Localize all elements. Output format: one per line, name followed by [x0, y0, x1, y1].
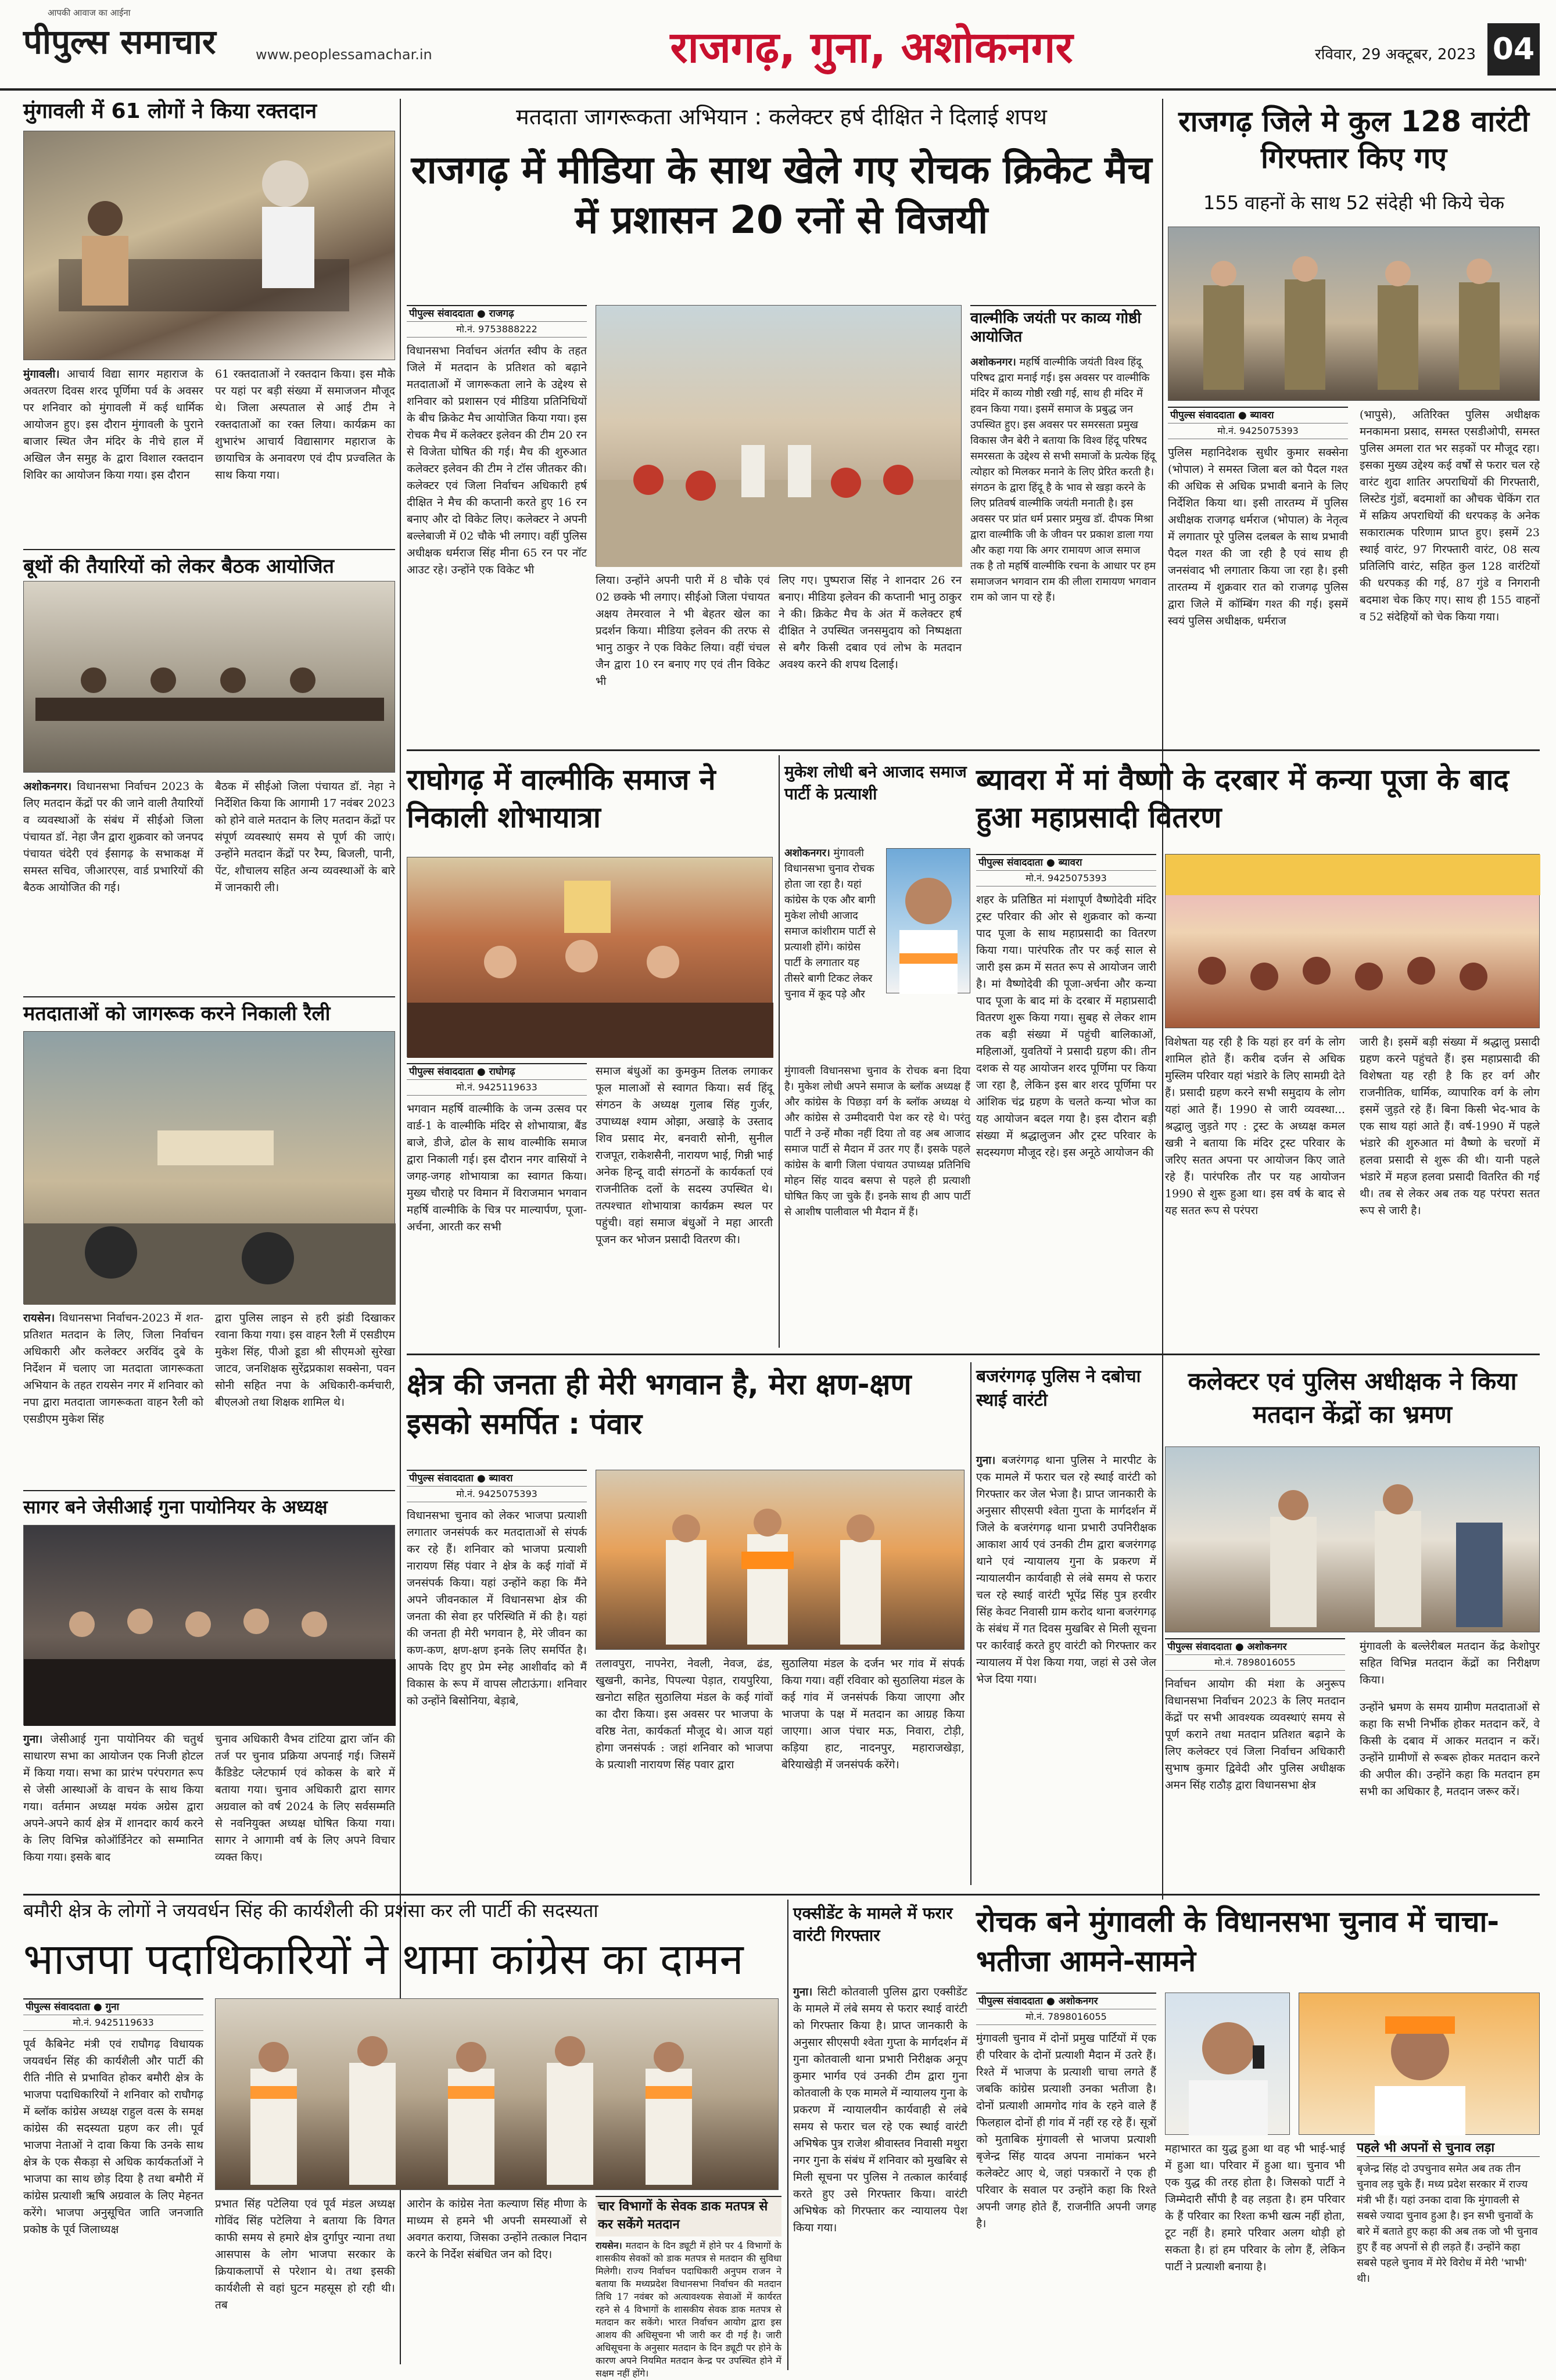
page-number: 04 [1487, 23, 1540, 76]
cricket-oath-scene [596, 306, 962, 567]
photo-mukesh-lodhi [886, 848, 970, 993]
lead-col2: लिया। उन्होंने अपनी पारी में 8 चौके एवं 02 छक्के भी लगाए। सीईओ जिला पंचायत अक्षय तेमरवाल ने भी बेहतर खेल का प्रदर्शन किया। मीडिया इलेवन की तरफ से भानु ठाकुर ने एक विकेट लिया। वहीं चंचल जैन द्वारा 10 रन बनाए गए एवं तीन विकेट भी [596, 574, 770, 688]
post-body: रायसेन। मतदान के दिन ड्यूटी में होने पर 4 विभागों के शासकीय सेवकों को डाक मतपत्र से मतदान की सुविधा मिलेगी। राज्य निर्वाचन पदाधिकारी अनुपम राजन ने बताया कि मध्यप्रदेश विधानसभा निर्वाचन की मतदान तिथि 17 नवंबर को अत्यावश्यक सेवाओं में कार्यरत रहने से 4 विभागों के शासकीय सेवक डाक मतपत्र से मतदान कर सकेंगे। भारत निर्वाचन आयोग द्वारा इस आशय की अधिसूचना भी जारी कर दी गई है। जारी अधिसूचना के अनुसार मतदान के दिन ड्यूटी पर होने के कारण अपने नियमित मतदान केन्द्र पर उपस्थित होने में सक्षम नहीं होंगे। [596, 2240, 781, 2379]
story-raktdan-col1: मुंगावली। आचार्य विद्या सागर महाराज के अवतरण दिवस शरद पूर्णिमा पर्व के अवसर पर शनिवार को मुंगावली में कई धार्मिक आयोजन हुए। इस दौरान मुंगावली के पुराने बाजार स्थित जैन मंदिर के नीचे हाल में अखिल जैन समुह के द्वारा विशाल रक्तदान शिविर का आयोजन किया गया। इस दौरान [23, 368, 203, 482]
chacha-aside-title: पहले भी अपनों से चुनाव लड़ा [1357, 2141, 1540, 2157]
photo-booth-baithak [23, 581, 395, 773]
lead-headline: राजगढ़ में मीडिया के साथ खेले गए रोचक क्रिकेट मैच में प्रशासन 20 रनों से विजयी [411, 148, 1152, 242]
bjp-kicker: बमौरी क्षेत्र के लोगों ने जयवर्धन सिंह की कार्यशैली की प्रशंसा कर ली पार्टी की सदस्यता [23, 1900, 598, 1922]
story-raktdan-col2: 61 रक्तदाताओं ने रक्तदान किया। इस मौके पर यहां पर बड़ी संख्या में समाजजन मौजूद थे। जिला अस्पताल से आई टीम ने रक्तदाताओं का रक्त लिया। कार्यक्रम का शुभारंभ आचार्य विद्यासागर महाराज के छायाचित्र के अनावरण एवं दीप प्रज्वलित के साथ किया गया। [215, 368, 395, 482]
vaishno-col3: जारी है। इसमें बड़ी संख्या में श्रद्धालु प्रसादी ग्रहण करने पहुंचते हैं। इस महाप्रसादी की विशेषता यह रही है कि हर वर्ग और राजनीतिक, धार्मिक, व्यापारिक वर्ग के लोग इसमें जुड़ते रहे हैं। बिना किसी भेद-भाव के एक साथ यहां आते हैं। वर्ष-1990 में पहले भंडारे की शुरुआत मां वैष्णो के चरणों में हलवा प्रसादी से शुरू की थी। यानी पहले भंडारे में महज हलवा प्रसादी वितरित की गई थी। तब से लेकर अब तक यह परंपरा सतत रूप से जारी है। [1360, 1036, 1540, 1217]
lead-kicker: मतदाता जागरूकता अभियान : कलेक्टर हर्ष दीक्षित ने दिलाई शपथ [516, 104, 1047, 130]
candidate-portrait-2 [1299, 1993, 1540, 2135]
collector-side: मुंगावली के बल्लेरीबल मतदान केंद्र केशोपुर सहित विभिन्न मतदान केंद्रों का निरीक्षण किया। [1360, 1640, 1540, 1686]
column-rule-right [1162, 99, 1163, 1900]
photo-jci [23, 1525, 395, 1725]
photo-bhatija [1165, 1993, 1290, 2135]
headline-accident: एक्सीडेंट के मामले में फरार वारंटी गिरफ्तार [793, 1904, 953, 1945]
row-rule-2 [407, 1354, 1540, 1355]
bajrang-rule [970, 1362, 971, 1885]
brand-tagline: आपकी आवाज का आईना [48, 8, 131, 18]
photo-rally [23, 1031, 395, 1304]
headline-jci: सागर बने जेसीआई गुना पायोनियर के अध्यक्ष [23, 1490, 395, 1519]
website: www.peoplessamachar.in [256, 46, 432, 63]
headline-vaishno: ब्यावरा में मां वैष्णो के दरबार में कन्या पूजा के बाद हुआ महाप्रसादी वितरण [976, 763, 1509, 834]
brand-logo: पीपुल्स समाचार [23, 22, 216, 62]
vaishno-col1: शहर के प्रतिष्ठित मां मंशापूर्ण वैष्णोदेवी मंदिर ट्रस्ट परिवार की ओर से शुक्रवार को कन्या पाद पूजा के साथ महाप्रसादी का वितरण किया गया। पारंपरिक तौर पर कई साल से जारी इस क्रम में सतत रूप से आयोजन जारी है। मां वैष्णोदेवी की पूजा-अर्चना और कन्या पाद पूजा के बाद मां के दरबार में महाप्रसादी वितरण शुरू किया गया। सुबह से लेकर शाम तक बड़ी संख्या में पहुंची बालिकाओं, महिलाओं, युवतियों ने प्रसादी ग्रहण की। तीन दशक से यह आयोजन शरद पूर्णिमा पर किया जा रहा है, लेकिन इस बार शरद पूर्णिमा पर आंशिक चंद्र ग्रहण के चलते कन्या भोज का यह आयोजन बदल गया है। इस दौरान बड़ी संख्या में श्रद्धालुजन और ट्रस्ट परिवार के सदस्यगण मौजूद रहे। इस अनूठे आयोजन की [976, 893, 1156, 1159]
photo-cricket-oath [596, 305, 962, 566]
story-booth-col1: अशोकनगर। विधानसभा निर्वाचन 2023 के लिए मतदान केंद्रों पर की जाने वाली तैयारियों व व्यवस्थाओं के संबंध में सीईओ जिला पंचायत डॉ. नेहा जैन द्वारा शुक्रवार को जनपद पंचायत चंदेरी एवं ईसागढ़ के सभाकक्ष में समस्त सचिव, जीआरएस, वार्ड प्रभारियों की बैठक आयोजित की गई। [23, 780, 203, 894]
meeting-hall-scene [24, 581, 396, 773]
chacha-aside-body: बृजेन्द्र सिंह दो उपचुनाव समेत अब तक तीन चुनाव लड़ चुके हैं। मध्य प्रदेश सरकार में राज्य मंत्री भी हैं। यहां उनका दावा कि मुंगावली से सबसे ज्यादा चुनाव हुआ है। इन सभी चुनावों के बारे में बताते हुए कहा की अब तक जो भी चुनाव हुए हैं वह अपनों से ही लड़ते हैं। उन्होंने कहा सबसे पहले चुनाव में मेरे विरोध में मेरी 'भाभी' थी। [1357, 2163, 1538, 2285]
headline-rally: मतदाताओं को जागरूक करने निकाली रैली [23, 996, 395, 1026]
headline-post-ballot: चार विभागों के सेवक डाक मतपत्र से कर सकेंगे मतदान [596, 2196, 781, 2237]
chacha-col2: महाभारत का युद्ध हुआ था वह भी भाई-भाई में हुआ था। परिवार में हुआ था। चुनाव भी एक युद्ध की तरह होता है। जिसको पार्टी ने जिम्मेदारी सौंपी है वह लड़ता है। हम परिवार के हैं परिवार का रिश्ता कभी खत्म नहीं होता, टूट नहीं है। हमारे परिवार अलग थोड़ी हो सकता है। हां हम परिवार के लोग हैं, लेकिन पार्टी ने प्रत्याशी बनाया है। [1165, 2142, 1345, 2273]
panwar-col1: विधानसभा चुनाव को लेकर भाजपा प्रत्याशी लगातार जनसंपर्क कर मतदाताओं से संपर्क कर रहे हैं। शनिवार को भाजपा प्रत्याशी नारायण सिंह पंवार ने क्षेत्र के कई गांवों में जनसंपर्क किया। यहां उन्होंने कहा कि मैंने अपने जीवनकाल में विधानसभा क्षेत्र की जनता की सेवा हर परिस्थिति में की है। यहां की जनता ही मेरी भगवान है, मेरे जीवन का कण-कण, क्षण-क्षण इनके लिए समर्पित है। आपके दिए हुए प्रेम स्नेह आशीर्वाद को मैं विकास के रूप में वापस लौटाऊंगा। शनिवार को उन्होंने बिसोनिया, बेड़ाबे, [407, 1509, 587, 1707]
photo-congress-joining [215, 1998, 779, 2190]
jansampark-scene [596, 1470, 965, 1650]
accident-rule [787, 1900, 788, 2370]
photo-panwar-sampark [596, 1470, 965, 1650]
warrant-col2: (भापुसे), अतिरिक्त पुलिस अधीक्षक मनकामना प्रसाद, समस्त एसडीओपी, समस्त पुलिस अमला रात भर सड़कों पर मौजूद रहा। इसका मुख्य उद्देश्य कई वर्षों से फरार चल रहे वारंट शुदा शातिर अपराधियों की गिरफ्तारी, लिस्टेड गुंडों, बदमाशों का औचक चेकिंग रात में सक्रिय अपराधियों की धरपकड़ के अनेक सकारात्मक परिणाम प्राप्त हुए। इसमें 23 स्थाई वारंट, 97 गिरफ्तारी वारंट, 08 सत्य प्रतिलिपि वारंट, सहित कुल 128 वारंटियों की धरपकड़ की गई, 87 गुंडे व निगरानी बदमाश चेक किए गए। साथ ही 155 वाहनों व 52 संदेहियों को चेक किया गया। [1360, 408, 1540, 623]
headline-raghogarh: राघोगढ़ में वाल्मीकि समाज ने निकाली शोभायात्रा [407, 763, 716, 834]
photo-kanya-bhoj [1165, 854, 1540, 1028]
headline-panwar: क्षेत्र की जनता ही मेरी भगवान है, मेरा क्षण-क्षण इसको समर्पित : पंवार [407, 1367, 912, 1441]
bjp-col1: पूर्व कैबिनेट मंत्री एवं राघौगढ़ विधायक जयवर्धन सिंह की कार्यशैली और पार्टी की रीति नीति से प्रभावित होकर बमौरी क्षेत्र के भाजपा पदाधिकारियों ने शनिवार को राघौगढ़ में ब्लॉक कांग्रेस अध्यक्ष राहुल वत्स के समक्ष कांग्रेस की सदस्यता ग्रहण कर ली। पूर्व भाजपा नेताओं ने दावा किया कि उनके साथ क्षेत्र के एक सैकड़ा से अधिक कार्यकर्ताओं ने भाजपा का साथ छोड़ दिया है तथा बमौरी में कांग्रेस प्रत्याशी ऋषि अग्रवाल के लिए मेहनत करेंगे। भाजपा अनुसूचित जाति जनजाति प्रकोष्ठ के पूर्व जिलाध्यक्ष [23, 2038, 203, 2236]
police-patrol-scene [1168, 227, 1540, 401]
story-booth-col2: बैठक में सीईओ जिला पंचायत डॉ. नेहा ने निर्देशित किया कि आगामी 17 नवंबर 2023 को होने वाले मतदान के लिए मतदान केंद्रों पर संपूर्ण व्यवस्थाएं समय से पूर्ण की जाएं। उन्होंने मतदान केंद्रों पर रैम्प, बिजली, पानी, पेंट, शौचालय सहित अन्य व्यवस्थाओं के बारे में जानकारी ली। [215, 780, 395, 894]
headline-bjp-congress: भाजपा पदाधिकारियों ने थामा कांग्रेस का दामन [23, 1934, 744, 1984]
lead-col1: विधानसभा निर्वाचन अंतर्गत स्वीप के तहत जिले में मतदान के प्रतिशत को बढ़ाने मतदाताओं में जागरूकता लाने के उद्देश्य से शनिवार को प्रशासन एवं मीडिया प्रतिनिधियों के बीच क्रिकेट मैच आयोजित किया गया। इस रोचक मैच में कलेक्टर इलेवन की टीम 20 रन से विजेता घोषित की गई। मैच की शुरुआत कलेक्टर इलेवन की टीम ने टॉस जीतकर की। कलेक्टर एवं जिला निर्वाचन अधिकारी हर्ष दीक्षित ने मैच की कप्तानी करते हुए 16 रन बनाए और दो विकेट लिए। कलेक्टर ने अपनी बल्लेबाजी में 02 चौके भी लगाए। वहीं पुलिस अधीक्षक धर्मराज सिंह मीना 65 रन पर नॉट आउट रहे। उन्होंने एक विकेट भी [407, 344, 587, 576]
collector-col2: उन्होंने भ्रमण के समय ग्रामीण मतदाताओं से कहा कि सभी निर्भीक होकर मतदान करें, वे किसी के दबाव में आकर मतदान न करें। उन्होंने ग्रामीणों से रूबरू होकर मतदान करने की अपील की। उन्होंने कहा कि मतदान हम सभी का अधिकार है, मतदान जरूर करें। [1360, 1701, 1540, 1798]
headline-mukesh: मुकेश लोधी बने आजाद समाज पार्टी के प्रत्याशी [784, 762, 967, 803]
mukesh-rule [779, 755, 780, 1348]
collector-byline: पीपुल्स संवाददाता ● अशोकनगर मो.नं. 7898016055 [1165, 1638, 1345, 1671]
photo-shobhayatra [407, 857, 773, 1057]
row-rule-3 [23, 1894, 1540, 1896]
candidate-portrait [887, 849, 971, 994]
raghogarh-byline: पीपुल्स संवाददाता ● राघोगढ़ मो.नं. 9425119633 [407, 1063, 587, 1096]
story-jci-col1: गुना। जेसीआई गुना पायोनियर की चतुर्थ साधारण सभा का आयोजन एक निजी होटल में किया गया। सभा का प्रारंभ परंपरागत रूप से जेसी आस्थाओं के वाचन के साथ किया गया। वर्तमान अध्यक्ष मयंक अग्रेस द्वारा अपने-अपने कार्य क्षेत्र में शानदार कार्य करने के लिए विभिन्न कोऑर्डिनेटर को सम्मानित किया गया। इसके बाद [23, 1733, 203, 1864]
warrant-col1: पुलिस महानिदेशक सुधीर कुमार सक्सेना (भोपाल) ने समस्त जिला बल को पैदल गश्त की अधिक से अधिक प्रभावी बनाने के लिए निर्देशित किया था। इसी तारतम्य में पुलिस अधीक्षक राजगढ़ धर्मराज (भोपाल) के नेतृत्व में लगातार पूरे पुलिस दलबल के साथ प्रभावी पैदल गश्त की जा रही है एवं साथ ही जनसंवाद भी लगातार किया जा रहा है। इसी तारतम्य में शुक्रवार रात को राजगढ़ पुलिस द्वारा जिले में कॉम्बिंग गश्त की गई। इसमें स्वयं पुलिस अधीक्षक, धर्मराज [1168, 446, 1348, 627]
subhead-warrant-128: 155 वाहनों के साथ 52 संदेही भी किये चेक [1203, 192, 1505, 214]
chacha-byline: पीपुल्स संवाददाता ● अशोकनगर मो.नं. 7898016055 [976, 1993, 1156, 2025]
candidate-portrait-1 [1166, 1993, 1290, 2135]
raghogarh-col1: भगवान महर्षि वाल्मीकि के जन्म उत्सव पर वार्ड-1 के वाल्मीकि मंदिर से शोभायात्रा, बैंड बाजे, डीजे, ढोल के साथ वाल्मीकि समाज द्वारा निकाली गई। इस दौरान नगर वासियों ने जगह-जगह शोभायात्रा का स्वागत किया। मुख्य चौराहे पर विमान में विराजमान भगवान महर्षि वाल्मीकि के चित्र पर माल्यार्पण, पूजा-अर्चना, आरती कर सभी [407, 1103, 587, 1233]
rally-scene [24, 1032, 396, 1305]
vaishno-col2: विशेषता यह रही है कि यहां हर वर्ग के लोग शामिल होते हैं। करीब दर्जन से अधिक मुस्लिम परिवार यहां भंडारे के लिए सामग्री देते हैं। प्रसादी ग्रहण करने सभी समुदाय के लोग यहां आते हैं। 1990 से जारी व्यवस्था... श्रद्धालु जुड़ते गए : ट्रस्ट के अध्यक्ष कमल खत्री ने बताया कि मंदिर ट्रस्ट परिवार के जरिए सतत अपना पर आयोजन किए जाते रहे हैं। पारंपरिक तौर पर यह आयोजन 1990 से शुरू हुआ था। इस वर्ष के बाद से यह सतत रूप से परंपरा [1165, 1036, 1345, 1217]
story-rally-col2: द्वारा पुलिस लाइन से हरी झंडी दिखाकर रवाना किया गया। इस वाहन रैली में एसडीएम मुकेश सिंह, पीओ डूडा श्री सीएमओ सुरेखा जाटव, जनशिक्षक सुरेंद्रप्रकाश सक्सेना, पवन सोनी सहित नपा के अधिकारी-कर्मचारी, बीएलओ तथा शिक्षक शामिल थे। [215, 1312, 395, 1409]
lead-byline: पीपुल्स संवाददाता ● राजगढ़ मो.नं. 9753888222 [407, 305, 587, 338]
booth-inspection-scene [1166, 1447, 1540, 1633]
warrant-byline: पीपुल्स संवाददाता ● ब्यावरा मो.नं. 9425075393 [1168, 407, 1348, 439]
headline-valmiki-kavya: वाल्मीकि जयंती पर काव्य गोष्ठी आयोजित [970, 305, 1156, 346]
panwar-col2: तलावपुरा, नापनेरा, नेवली, नेवज, ढंड, खुखनी, कानेड, पिपल्या पेड़ात, रायपुरिया, खनोटा सहित सुठालिया मंडल के कई गांवों का दौरा किया। इस अवसर पर भाजपा के वरिष्ठ नेता, कार्यकर्ता मौजूद थे। आज यहां होगा जनसंपर्क : जहां शनिवार को भाजपा के प्रत्याशी नारायण सिंह पवार द्वारा [596, 1657, 773, 1771]
bjp-col2: प्रभात सिंह पटेलिया एवं पूर्व मंडल अध्यक्ष गोविंद सिंह पटेलिया ने बताया कि विगत काफी समय से हमारे क्षेत्र दुर्गापुर न्याना तथा आसपास के लोग भाजपा सरकार के क्रियाकलापों से परेशान थे। तथा इसकी कार्यशैली से वहां घुटन महसूस हो रही थी। तब [215, 2198, 395, 2311]
panwar-col3: सुठालिया मंडल के दर्जन भर गांव में संपर्क किया गया। वहीं रविवार को सुठालिया मंडल के कई गांव में जनसंपर्क किया जाएगा और भाजपा के पक्ष में मतदान का आग्रह किया जाएगा। आज पंचार मऊ, निवारा, टोड़ी, कड़िया हाट, नादनपुर, महाराजखेड़ा, बेरियाखेड़ी में जनसंपर्क करेंगे। [781, 1657, 965, 1771]
headline-booth-baithak: बूथों की तैयारियों को लेकर बैठक आयोजित [23, 549, 395, 579]
headline-warrant-128: राजगढ़ जिले मे कुल 128 वारंटी गिरफ्तार किए गए [1178, 105, 1529, 175]
photo-chacha [1299, 1993, 1540, 2135]
section-title: राजगढ़, गुना, अशोकनगर [670, 23, 1073, 73]
jci-group-scene [24, 1525, 396, 1726]
procession-scene [407, 857, 773, 1058]
story-valmiki-kavya: अशोकनगर। महर्षि वाल्मीकि जयंती विश्व हिंदू परिषद द्वारा मनाई गई। इस अवसर पर वाल्मीकि मंदिर में काव्य गोष्ठी रखी गई, साथ ही मंदिर में हवन किया गया। इसमें समाज के प्रबुद्ध जन उपस्थित हुए। इस अवसर पर समरसता प्रमुख विकास जैन बेरी ने बताया कि विश्व हिंदू परिषद समरसता के उद्देश्य से सभी समाजों के प्रत्येक हिंदू त्योहार को मिलकर मनाने के लिए प्रेरित करती है। संगठन के द्वारा हिंदू है के भाव से खड़ा करने के लिए प्रतिवर्ष वाल्मीकि जयंती मनाती है। इस अवसर पर प्रांत धर्म प्रसार प्रमुख डॉ. दीपक मिश्रा द्वारा वाल्मीकि जी के जीवन पर प्रकाश डाला गया और कहा गया कि अगर रामायण आज समाज तक है तो महर्षि वाल्मीकि रचना के आधार पर हम समाजजन भगवान राम की लीला रामायण भगवान राम को जान पा रहे हैं। [970, 356, 1156, 604]
row-rule-1 [407, 749, 1540, 751]
collector-col1: निर्वाचन आयोग की मंशा के अनुरूप विधानसभा निर्वाचन 2023 के लिए मतदान केंद्रों पर सभी आवश्यक व्यवस्थाएं समय से पूर्ण कराने तथा मतदान प्रतिशत बढ़ाने के लिए कलेक्टर एवं जिला निर्वाचन अधिकारी सुभाष कुमार द्विवेदी और पुलिस अधीक्षक अमन सिंह राठौड़ द्वारा विधानसभा क्षेत्र [1165, 1678, 1345, 1792]
photo-raktdan [23, 131, 395, 360]
lead-col3: लिए गए। पुष्पराज सिंह ने शानदार 26 रन बनाए। मीडिया इलेवन की कप्तानी भानु ठाकुर ने की। क्रिकेट मैच के अंत में कलेक्टर हर्ष दीक्षित ने उपस्थित जनसमुदाय को निष्पक्षता से बगैर किसी दबाव एवं लोभ के मतदान अवश्य करने की शपथ दिलाई। [779, 574, 962, 671]
raghogarh-col2: समाज बंधुओं का कुमकुम तिलक लगाकर फूल मालाओं से स्वागत किया। सर्व हिंदू संगठन के अध्यक्ष गुलाब सिंह गुर्जर, उपाध्यक्ष श्याम ओझा, अखाड़े के उस्ताद शिव प्रसाद मेर, बनवारी सोनी, सुनील राजपूत, राकेशसैनी, नारायण भाई, गिन्नी भाई अनेक हिन्दू वादी संगठनों के कार्यकर्ता एवं राजनीतिक दलों के सदस्य उपस्थित थे। तत्पश्चात शोभायात्रा कार्यक्रम स्थल पर पहुंची। वहां समाज बंधुओं ने महा आरती पूजन कर भोजन प्रसादी वितरण की। [596, 1065, 773, 1246]
mukesh-body: मुंगावली विधानसभा चुनाव के रोचक बना दिया है। मुकेश लोधी अपने समाज के ब्लॉक अध्यक्ष हैं और कांग्रेस के पिछड़ा वर्ग के ब्लॉक अध्यक्ष थे और कांग्रेस से उम्मीदवारी पेश कर रहे थे। परंतु पार्टी ने उन्हें मौका नहीं दिया तो वह अब आजाद समाज पार्टी से मैदान में उतर गए हैं। इसके पहले कांग्रेस के बागी जिला पंचायत उपाध्यक्ष प्रतिनिधि मोहन सिंह यादव बसपा से पहले ही प्रत्याशी घोषित किए जा चुके हैं। इनके साथ ही आप पार्टी से आशीष पालीवाल भी मैदान में हैं। [784, 1065, 970, 1218]
bajrang-body: गुना। बजरंगगढ़ थाना पुलिस ने मारपीट के एक मामले में फरार चल रहे स्थाई वारंटी को गिरफ्तार कर जेल भेजा है। प्राप्त जानकारी के अनुसार सीएसपी श्वेता गुप्ता के मार्गदर्शन में जिले के बजरंगगढ़ थाना प्रभारी उपनिरीक्षक आकाश आर्य एवं उनकी टीम द्वारा बजरंगगढ़ थाने एवं न्यायालय गुना के प्रकरण में न्यायालयीन कार्यवाही से लंबे समय से फरार चल रहे स्थाई वारंटी भूपेंद्र सिंह पुत्र हरवीर सिंह केवट निवासी ग्राम करोद थाना बजरंगगढ़ के संबंध में गत दिवस मुखबिर से मिली सूचना पर कार्रवाई करते हुए वारंटी को गिरफ्तार कर न्यायालय में पेश किया गया, जहां से उसे जेल भेज दिया गया। [976, 1454, 1156, 1686]
bjp-col3: आरोन के कांग्रेस नेता कल्याण सिंह मीणा के माध्यम से हमने भी अपनी समस्याओं से अवगत कराया, जिसका उन्होंने तत्काल निदान करने के निर्देश संबंधित जन को दिए। [407, 2198, 587, 2261]
headline-chacha-bhatija: रोचक बने मुंगावली के विधानसभा चुनाव में चाचा-भतीजा आमने-सामने [976, 1905, 1500, 1978]
photo-police-patrol [1168, 227, 1540, 401]
blood-donation-scene [24, 131, 396, 361]
chacha-col1: मुंगावली चुनाव में दोनों प्रमुख पार्टियों में एक ही परिवार के दोनों प्रत्याशी मैदान में उतरे हैं। रिश्ते में भाजपा के प्रत्याशी चाचा लगते हैं जबकि कांग्रेस प्रत्याशी उनका भतीजा है। दोनों प्रत्याशी आमगोद गांव के रहने वाले हैं फिलहाल दोनों ही गांव में नहीं रह रहे हैं। सूत्रों को मुताबिक मुंगावली से भाजपा प्रत्याशी बृजेन्द्र सिंह यादव अपना नामांकन भरने कलेक्टेट आए थे, जहां पत्रकारों ने एक ही परिवार के सवाल पर उन्होंने कहा कि रिश्ते अपनी जगह होते हैं, राजनीति अपनी जगह है। [976, 2032, 1156, 2230]
bjp-byline: पीपुल्स संवाददाता ● गुना मो.नं. 9425119633 [23, 1998, 203, 2031]
joining-ceremony-scene [216, 1999, 779, 2191]
headline-bajrang: बजरंगगढ़ पुलिस ने दबोचा स्थाई वारंटी [976, 1366, 1141, 1410]
kanya-bhoj-scene [1166, 855, 1540, 1029]
mukesh-top-text: अशोकनगर। मुंगावली विधानसभा चुनाव रोचक होता जा रहा है। यहां कांग्रेस के एक और बागी मुकेश लोधी आजाद समाज कांशीराम पार्टी से प्रत्याशी होंगे। कांग्रेस पार्टी के लगातार यह तीसरे बागी टिकट लेकर चुनाव में कूद पड़े और [784, 847, 876, 1000]
photo-collector-visit [1165, 1446, 1540, 1632]
vaishno-byline: पीपुल्स संवाददाता ● ब्यावरा मो.नं. 9425075393 [976, 854, 1156, 886]
headline-collector: कलेक्टर एवं पुलिस अधीक्षक ने किया मतदान केंद्रों का भ्रमण [1188, 1367, 1517, 1428]
issue-date: रविवार, 29 अक्टूबर, 2023 [1315, 46, 1476, 63]
masthead [0, 0, 1556, 91]
story-jci-col2: चुनाव अधिकारी वैभव टांटिया द्वारा जॉन की तर्ज पर चुनाव प्रक्रिया अपनाई गई। जिसमें कैंडिडेट प्लेटफार्म एवं कोकस के बारे में बताया गया। चुनाव अधिकारी द्वारा सागर अग्रवाल को वर्ष 2024 के लिए सर्वसम्मति से नवनियुक्त अध्यक्ष घोषित किया गया। सागर ने आगामी वर्ष के लिए अपने विचार व्यक्त किए। [215, 1733, 395, 1864]
headline-raktdan: मुंगावली में 61 लोगों ने किया रक्तदान [23, 99, 317, 123]
story-rally-col1: रायसेन। विधानसभा निर्वाचन-2023 में शत-प्रतिशत मतदान के लिए, जिला निर्वाचन अधिकारी और कलेक्टर अरविंद दुबे के निर्देशन में चलाए जा मतदाता जागरूकता अभियान के तहत रायसेन नगर में शनिवार को नपा द्वारा मतदाता जागरूकता वाहन रैली को एसडीएम मुकेश सिंह [23, 1312, 203, 1426]
panwar-byline: पीपुल्स संवाददाता ● ब्यावरा मो.नं. 9425075393 [407, 1470, 587, 1502]
accident-body: गुना। सिटी कोतवाली पुलिस द्वारा एक्सीडेंट के मामले में लंबे समय से फरार स्थाई वारंटी को गिरफ्तार किया है। प्राप्त जानकारी के अनुसार सीएसपी श्वेता गुप्ता के मार्गदर्शन में गुना कोतवाली थाना प्रभारी निरीक्षक अनूप कुमार भार्गव एवं उनकी टीम द्वारा गुना कोतवाली के एक मामले में न्यायालय गुना के प्रकरण में न्यायालयीन कार्यवाही से लंबे समय से फरार चल रहे एक स्थाई वारंटी अभिषेक पुत्र राजेश श्रीवास्तव निवासी मथुरा नगर गुना के संबंध में शनिवार को मुखबिर से मिली सूचना पर पुलिस ने तत्काल कार्रवाई करते हुए उसे गिरफ्तार किया। वारंटी अभिषेक को गिरफ्तार कर न्यायालय पेश किया गया। [793, 1986, 967, 2234]
